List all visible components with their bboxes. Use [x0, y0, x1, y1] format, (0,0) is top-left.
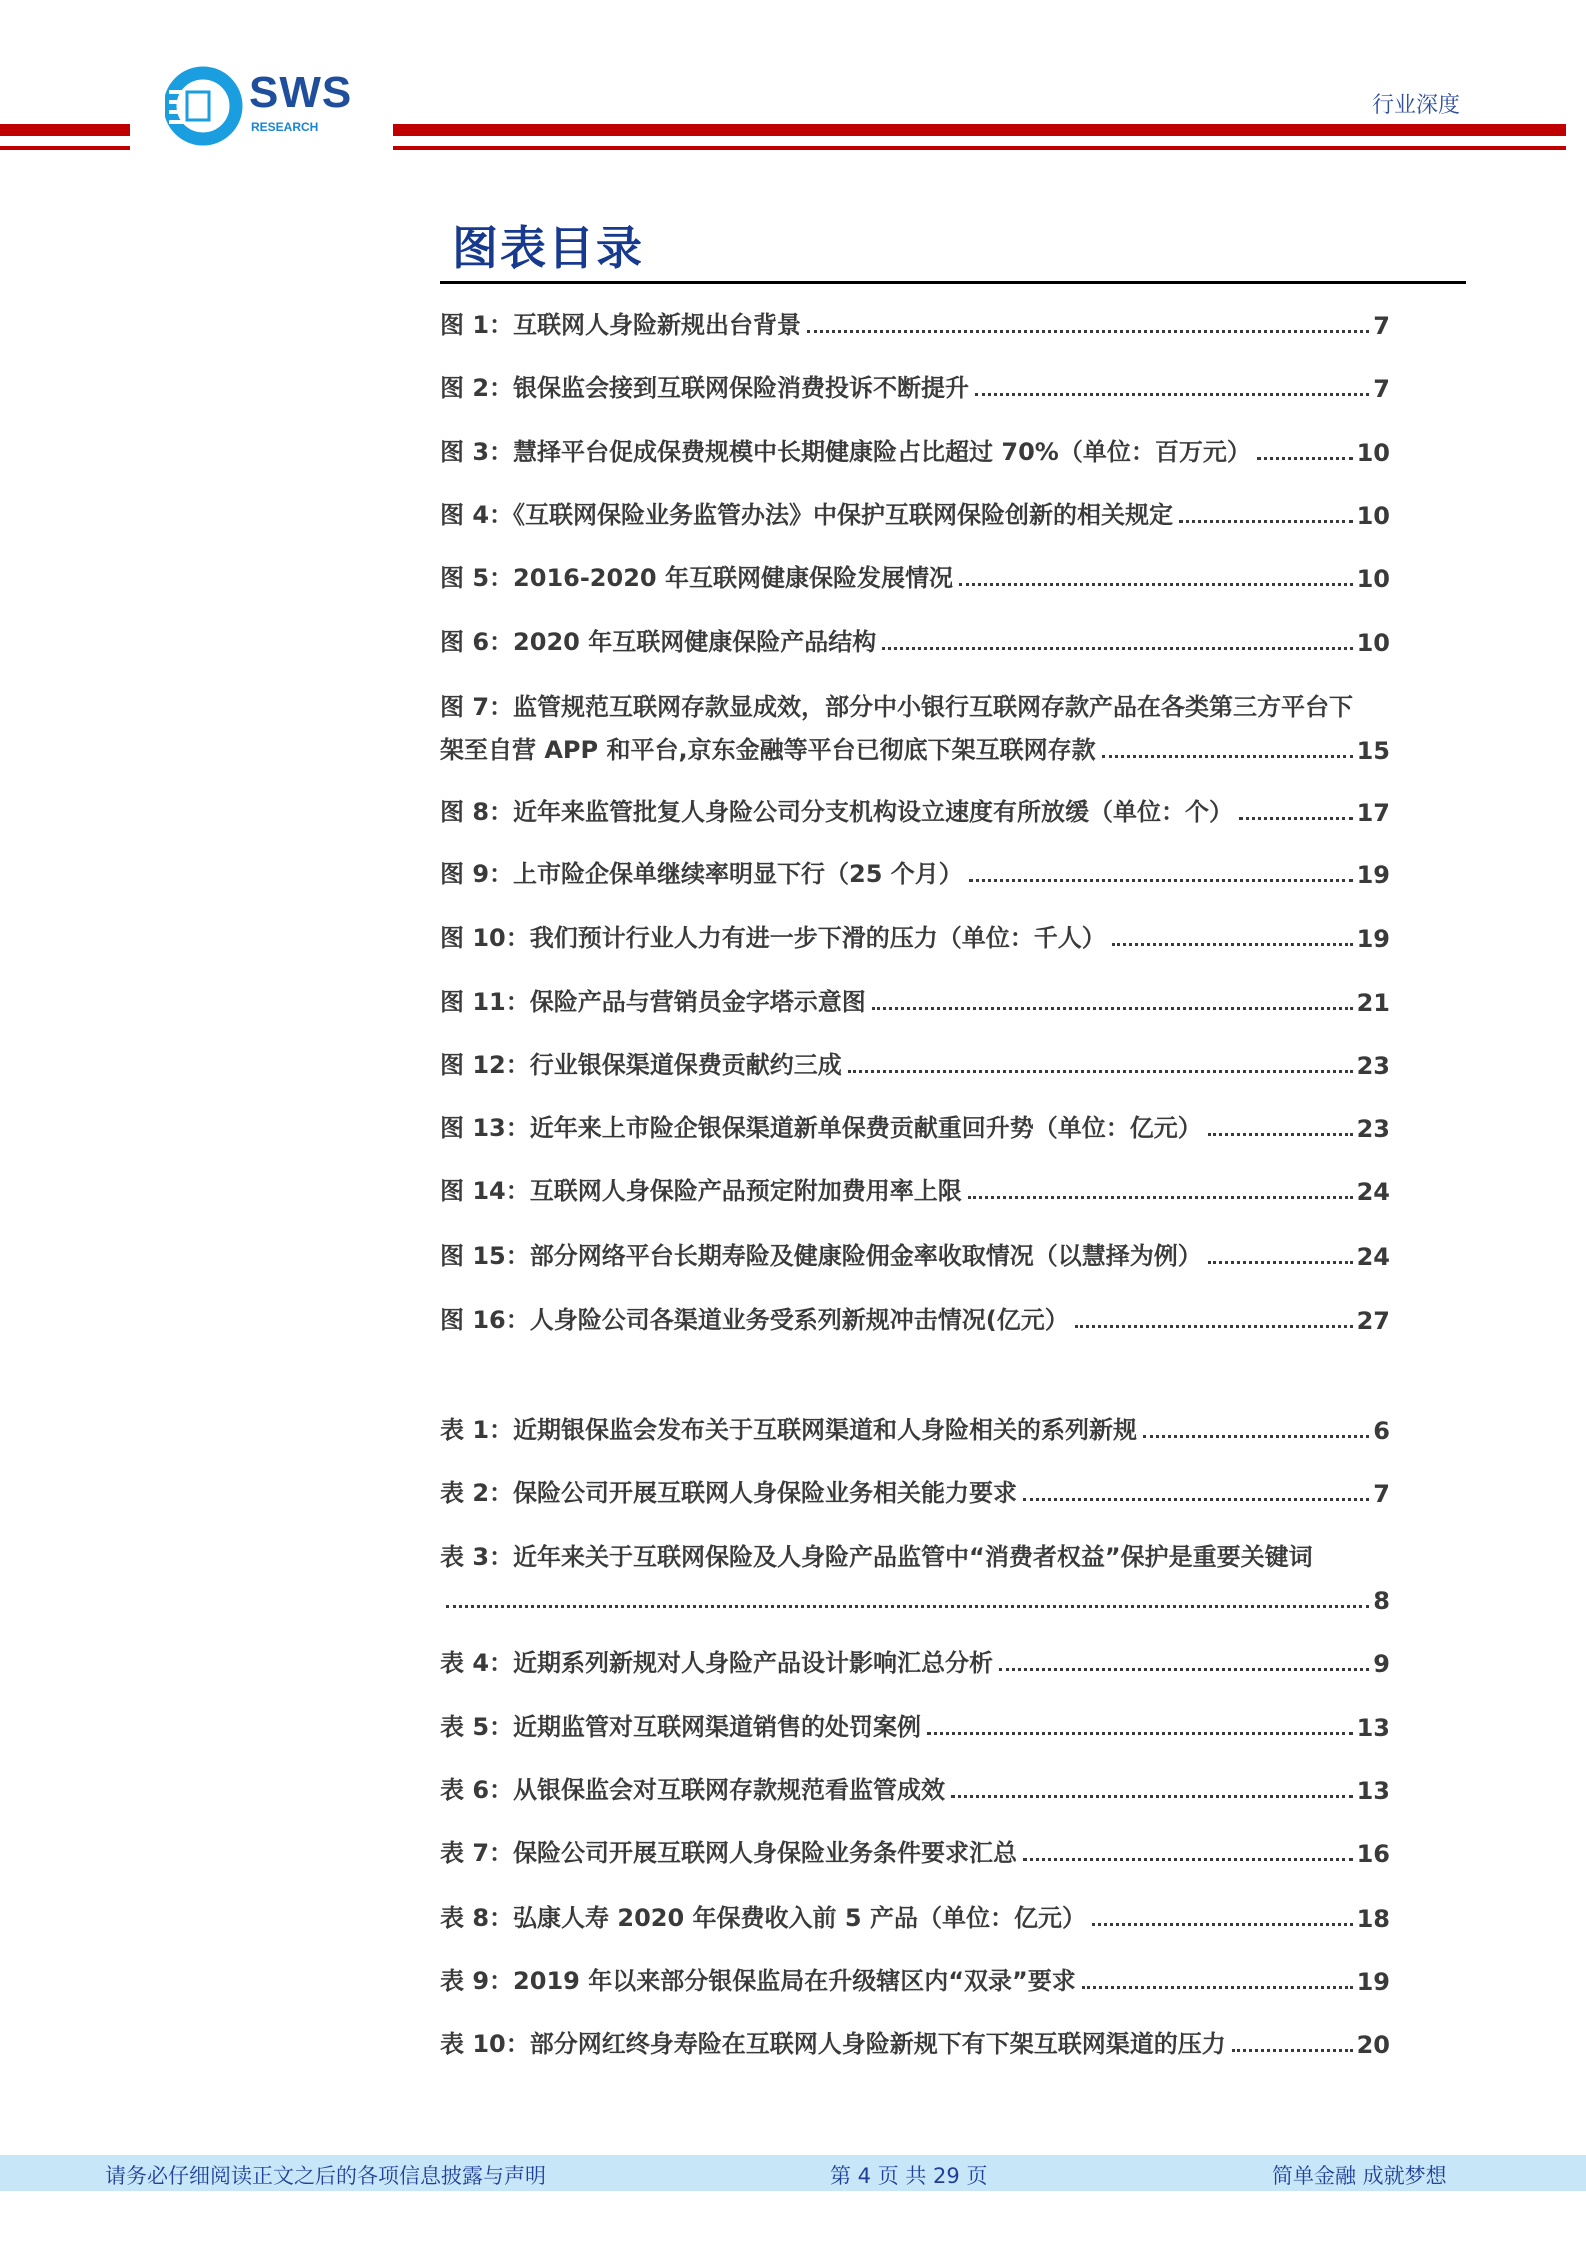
toc-entry-label[interactable]: 图 7：监管规范互联网存款显成效，部分中小银行互联网存款产品在各类第三方平台下 — [440, 693, 1354, 721]
dot-leader — [1143, 1435, 1369, 1438]
toc-entry-line[interactable] — [440, 1538, 1450, 1572]
logo-subtext: RESEARCH — [251, 120, 319, 134]
toc-entry[interactable] — [440, 1109, 1390, 1143]
toc-entry[interactable] — [440, 496, 1390, 530]
dot-leader — [1232, 2049, 1353, 2052]
toc-entry[interactable] — [440, 1644, 1390, 1678]
toc-entry[interactable] — [440, 731, 1390, 765]
toc-entry-label[interactable]: 表 10：部分网红终身寿险在互联网人身险新规下有下架互联网渠道的压力 — [440, 2030, 1226, 2058]
title-divider — [440, 281, 1466, 284]
toc-entry-label[interactable]: 表 9：2019 年以来部分银保监局在升级辖区内“双录”要求 — [440, 1967, 1076, 1995]
toc-entry-label[interactable]: 图 5：2016-2020 年互联网健康保险发展情况 — [440, 564, 953, 592]
toc-entry-label[interactable]: 表 8：弘康人寿 2020 年保费收入前 5 产品（单位：亿元） — [440, 1904, 1086, 1932]
toc-entry-page[interactable]: 20 — [1356, 2031, 1390, 2059]
report-type-tag: 行业深度 — [1372, 93, 1461, 118]
logo-ring-icon — [165, 66, 245, 146]
toc-entry-label[interactable]: 图 11：保险产品与营销员金字塔示意图 — [440, 988, 866, 1016]
dot-leader — [975, 393, 1369, 396]
dot-leader — [1239, 817, 1353, 820]
header-bar-left — [0, 124, 130, 136]
toc-entry-page[interactable]: 6 — [1373, 1417, 1390, 1445]
toc-entry-label[interactable]: 图 12：行业银保渠道保费贡献约三成 — [440, 1051, 842, 1079]
dot-leader — [1092, 1923, 1353, 1926]
toc-entry-label[interactable]: 图 4：《互联网保险业务监管办法》中保护互联网保险创新的相关规定 — [440, 501, 1174, 529]
toc-entry[interactable] — [440, 1708, 1390, 1742]
toc-entry[interactable] — [440, 919, 1390, 953]
toc-entry-label[interactable]: 表 3：近年来关于互联网保险及人身险产品监管中“消费者权益”保护是重要关键词 — [440, 1543, 1313, 1571]
toc-entry-page[interactable]: 13 — [1356, 1714, 1390, 1742]
toc-entry-label[interactable]: 图 14：互联网人身保险产品预定附加费用率上限 — [440, 1177, 962, 1205]
toc-entry-page[interactable]: 19 — [1356, 1968, 1390, 1996]
toc-entry-label[interactable]: 表 4：近期系列新规对人身险产品设计影响汇总分析 — [440, 1649, 994, 1677]
dot-leader — [807, 330, 1369, 333]
footer-slogan: 简单金融 成就梦想 — [1272, 2164, 1447, 2188]
toc-entry-page[interactable]: 10 — [1356, 629, 1390, 657]
toc-entry-page[interactable]: 19 — [1356, 925, 1390, 953]
toc-entry-label[interactable]: 图 3：慧择平台促成保费规模中长期健康险占比超过 70%（单位：百万元） — [440, 438, 1251, 466]
toc-entry-label[interactable]: 表 6：从银保监会对互联网存款规范看监管成效 — [440, 1776, 946, 1804]
toc-entry[interactable] — [440, 1962, 1390, 1996]
dot-leader — [1179, 520, 1353, 523]
toc-entry[interactable] — [440, 1411, 1390, 1445]
toc-entry[interactable] — [440, 1771, 1390, 1805]
toc-entry-label[interactable]: 图 1：互联网人身险新规出台背景 — [440, 311, 802, 339]
toc-entry-page[interactable]: 23 — [1356, 1052, 1390, 1080]
dot-leader — [1023, 1858, 1353, 1861]
toc-entry-label[interactable]: 表 1：近期银保监会发布关于互联网渠道和人身险相关的系列新规 — [440, 1416, 1138, 1444]
toc-entry-label[interactable]: 表 5：近期监管对互联网渠道销售的处罚案例 — [440, 1713, 922, 1741]
toc-entry[interactable] — [440, 793, 1390, 827]
toc-entry-label[interactable]: 图 13：近年来上市险企银保渠道新单保费贡献重回升势（单位：亿元） — [440, 1114, 1202, 1142]
toc-entry-label[interactable]: 图 16：人身险公司各渠道业务受系列新规冲击情况(亿元） — [440, 1306, 1069, 1334]
toc-entry-page[interactable]: 21 — [1356, 989, 1390, 1017]
dot-leader — [446, 1605, 1369, 1608]
toc-entry[interactable] — [440, 2025, 1390, 2059]
sws-logo — [165, 66, 365, 146]
toc-entry-label-cont[interactable]: 架至自营 APP 和平台,京东金融等平台已彻底下架互联网存款 — [440, 736, 1096, 764]
toc-entry-page[interactable]: 16 — [1356, 1840, 1390, 1868]
toc-entry-page[interactable]: 23 — [1356, 1115, 1390, 1143]
dot-leader — [968, 1196, 1353, 1199]
toc-entry[interactable] — [440, 1474, 1390, 1508]
toc-entry[interactable] — [440, 369, 1390, 403]
toc-entry[interactable] — [440, 1834, 1390, 1868]
dot-leader — [1023, 1498, 1369, 1501]
toc-entry[interactable] — [440, 1301, 1390, 1335]
toc-entry-label[interactable]: 图 15：部分网络平台长期寿险及健康险佣金率收取情况（以慧择为例） — [440, 1242, 1202, 1270]
dot-leader — [1102, 755, 1353, 758]
toc-entry-page[interactable]: 24 — [1356, 1243, 1390, 1271]
dot-leader — [969, 879, 1353, 882]
footer-band — [0, 2155, 1586, 2191]
toc-entry-page[interactable]: 7 — [1373, 312, 1390, 340]
page-title: 图表目录 — [452, 221, 644, 275]
toc-entry-page[interactable]: 15 — [1356, 737, 1390, 765]
toc-entry[interactable] — [440, 433, 1390, 467]
toc-entry-page[interactable]: 10 — [1356, 439, 1390, 467]
toc-entry-page[interactable]: 8 — [1373, 1587, 1390, 1615]
footer-disclaimer: 请务必仔细阅读正文之后的各项信息披露与声明 — [105, 2164, 546, 2188]
toc-entry-page[interactable]: 7 — [1373, 1480, 1390, 1508]
toc-entry[interactable] — [440, 983, 1390, 1017]
header-bar-right-thin — [393, 146, 1566, 150]
toc-entry-label[interactable]: 图 6：2020 年互联网健康保险产品结构 — [440, 628, 877, 656]
toc-entry[interactable] — [440, 306, 1390, 340]
dot-leader — [882, 647, 1352, 650]
toc-entry-line[interactable] — [440, 688, 1450, 722]
toc-entry-label[interactable]: 表 7：保险公司开展互联网人身保险业务条件要求汇总 — [440, 1839, 1018, 1867]
dot-leader — [1208, 1261, 1353, 1264]
toc-entry[interactable] — [440, 559, 1390, 593]
dot-leader — [1075, 1325, 1353, 1328]
toc-entry[interactable] — [440, 855, 1390, 889]
toc-entry-page[interactable]: 18 — [1356, 1905, 1390, 1933]
header-bar-left-thin — [0, 146, 130, 150]
dot-leader — [1208, 1133, 1353, 1136]
logo-text: SWS — [249, 68, 353, 117]
toc-entry-page[interactable]: 7 — [1373, 375, 1390, 403]
dot-leader — [1257, 457, 1353, 460]
toc-entry[interactable] — [440, 623, 1390, 657]
toc-entry-label[interactable]: 表 2：保险公司开展互联网人身保险业务相关能力要求 — [440, 1479, 1018, 1507]
toc-entry-page[interactable]: 24 — [1356, 1178, 1390, 1206]
toc-entry[interactable] — [440, 1237, 1390, 1271]
header-bar-right — [393, 124, 1566, 136]
toc-entry-label[interactable]: 图 8：近年来监管批复人身险公司分支机构设立速度有所放缓（单位：个） — [440, 798, 1234, 826]
dot-leader — [872, 1007, 1353, 1010]
footer-page-info: 第 4 页 共 29 页 — [830, 2164, 988, 2188]
toc-entry[interactable] — [440, 1172, 1390, 1206]
dot-leader — [959, 583, 1353, 586]
dot-leader — [951, 1795, 1353, 1798]
dot-leader — [1082, 1986, 1353, 1989]
dot-leader — [848, 1070, 1353, 1073]
toc-entry-label[interactable]: 图 2：银保监会接到互联网保险消费投诉不断提升 — [440, 374, 970, 402]
dot-leader — [1112, 943, 1353, 946]
dot-leader — [999, 1668, 1369, 1671]
toc-entry[interactable] — [440, 1581, 1390, 1615]
toc-entry-page[interactable]: 27 — [1356, 1307, 1390, 1335]
toc-entry-page[interactable]: 13 — [1356, 1777, 1390, 1805]
toc-entry[interactable] — [440, 1899, 1390, 1933]
toc-entry-page[interactable]: 17 — [1356, 799, 1390, 827]
toc-entry[interactable] — [440, 1046, 1390, 1080]
toc-entry-page[interactable]: 10 — [1356, 565, 1390, 593]
toc-entry-page[interactable]: 9 — [1373, 1650, 1390, 1678]
dot-leader — [927, 1732, 1353, 1735]
toc-entry-page[interactable]: 10 — [1356, 502, 1390, 530]
toc-entry-label[interactable]: 图 9：上市险企保单继续率明显下行（25 个月） — [440, 860, 963, 888]
toc-entry-label[interactable]: 图 10：我们预计行业人力有进一步下滑的压力（单位：千人） — [440, 924, 1106, 952]
toc-entry-page[interactable]: 19 — [1356, 861, 1390, 889]
